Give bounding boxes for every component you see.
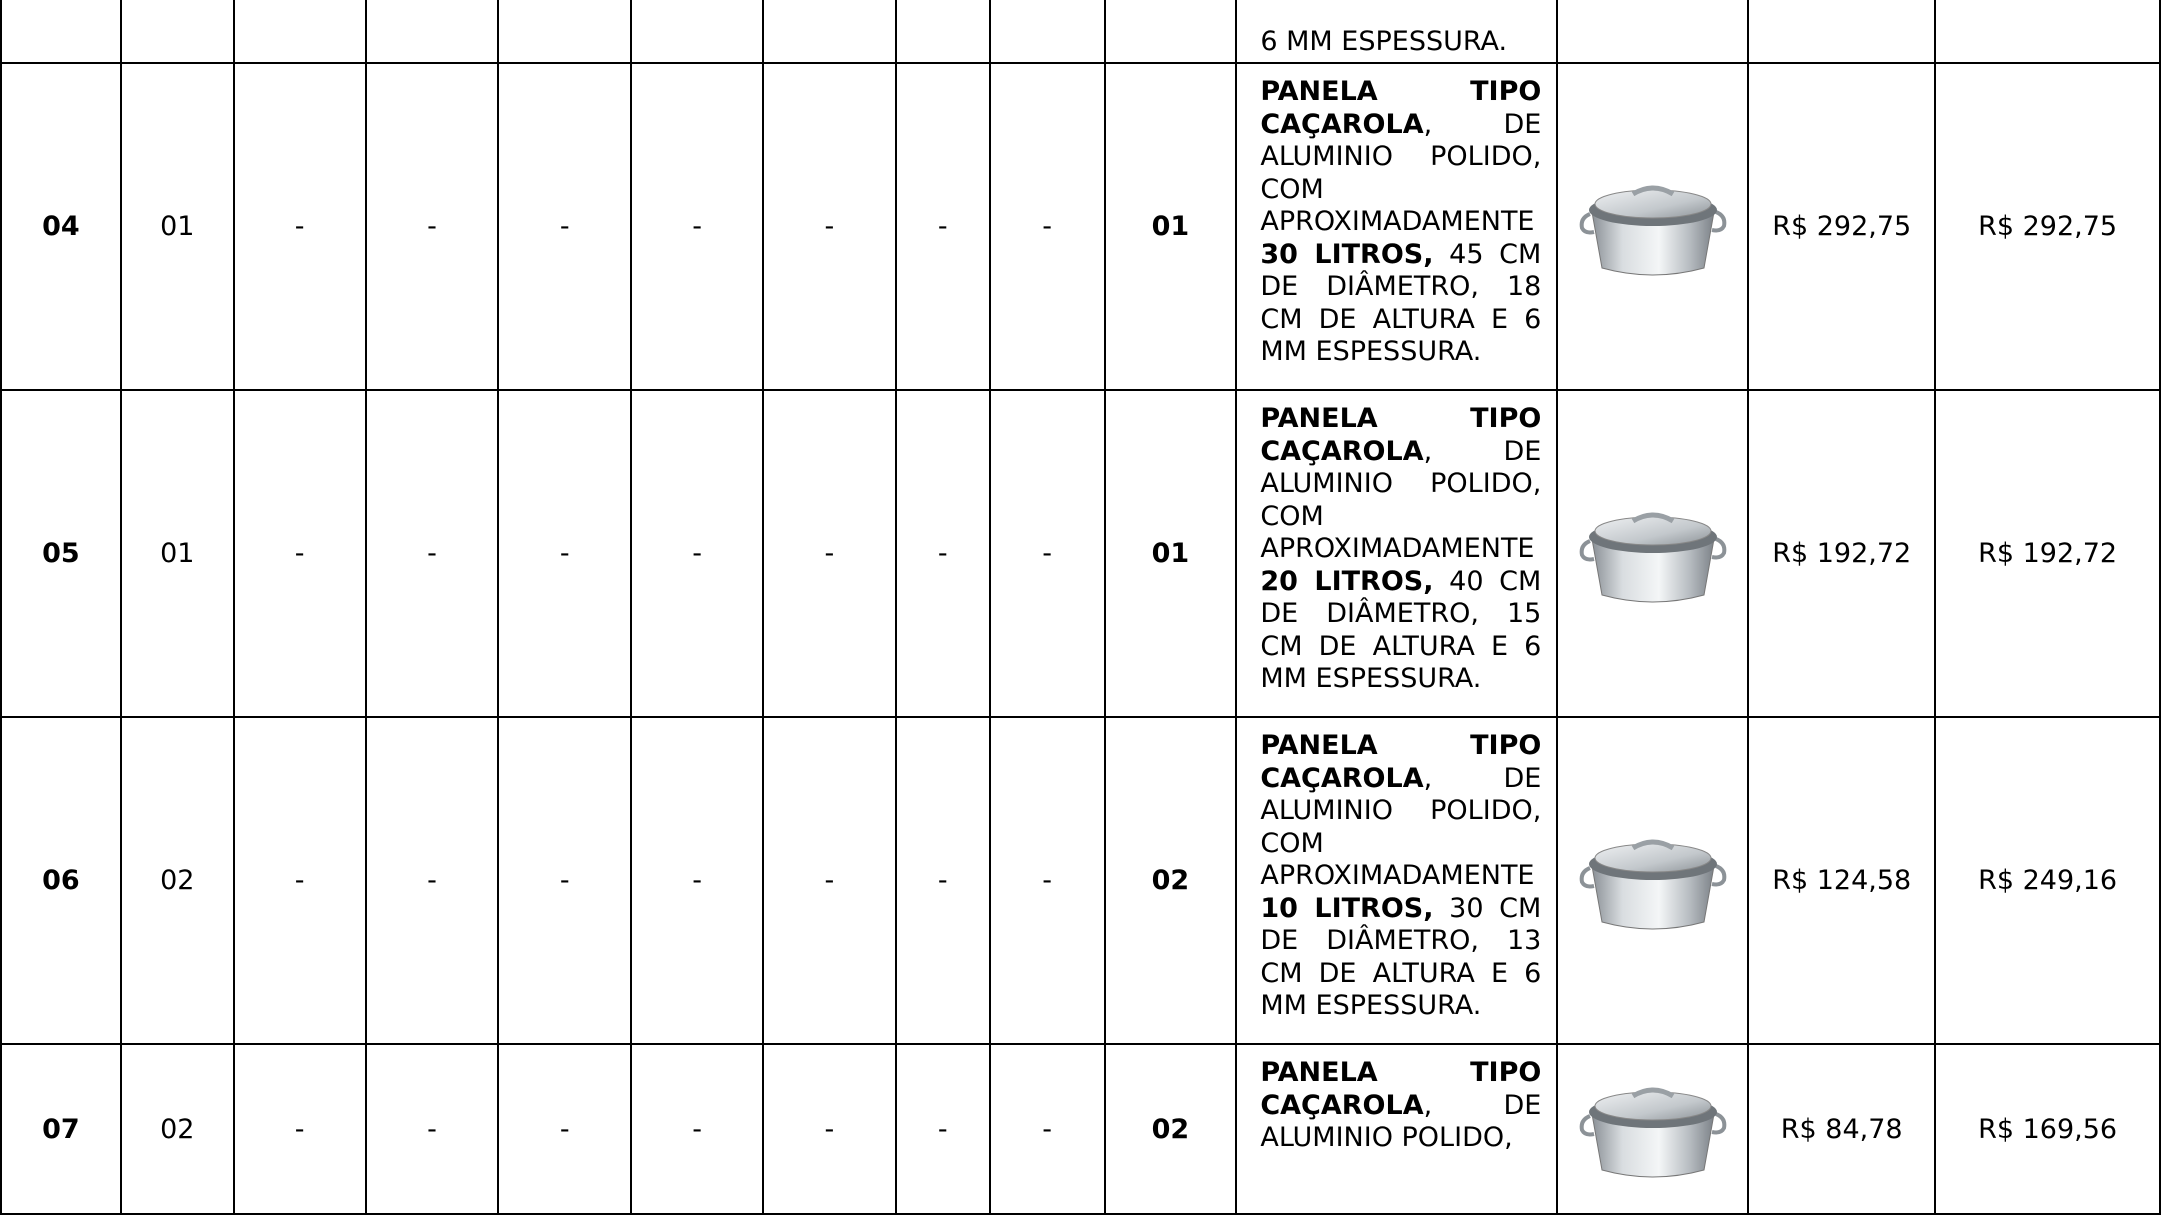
total-qty-cell: 01 xyxy=(1105,63,1237,390)
dist-cell: - xyxy=(990,1044,1105,1214)
qty-cell xyxy=(121,0,234,63)
pot-image xyxy=(1578,1074,1728,1184)
unit-price-cell: R$ 192,72 xyxy=(1748,390,1935,717)
dist-cell: - xyxy=(498,717,631,1044)
item-cell: 07 xyxy=(1,1044,121,1214)
qty-cell: 01 xyxy=(121,390,234,717)
unit-price-cell: R$ 84,78 xyxy=(1748,1044,1935,1214)
unit-price-cell: R$ 292,75 xyxy=(1748,63,1935,390)
description-cell xyxy=(1236,390,1557,717)
description-bold: PANELA TIPO CAÇAROLA xyxy=(1260,730,1542,794)
total-price-cell: R$ 249,16 xyxy=(1935,717,2160,1044)
dist-cell xyxy=(896,0,990,63)
item-cell: 05 xyxy=(1,390,121,717)
qty-cell: 02 xyxy=(121,1044,234,1214)
description-cell xyxy=(1236,717,1557,1044)
description-cell xyxy=(1236,0,1557,63)
item-cell: 06 xyxy=(1,717,121,1044)
image-cell xyxy=(1557,717,1748,1044)
total-price-cell: R$ 169,56 xyxy=(1935,1044,2160,1214)
item-cell xyxy=(1,0,121,63)
table-row xyxy=(1,390,2160,717)
image-cell xyxy=(1557,1044,1748,1214)
dist-cell: - xyxy=(896,63,990,390)
description-cell xyxy=(1236,63,1557,390)
dist-cell: - xyxy=(366,717,499,1044)
table-row xyxy=(1,63,2160,390)
image-cell xyxy=(1557,390,1748,717)
dist-cell: - xyxy=(631,390,763,717)
dist-cell: - xyxy=(990,390,1105,717)
total-qty-cell: 02 xyxy=(1105,1044,1237,1214)
dist-cell xyxy=(234,0,366,63)
dist-cell: - xyxy=(990,717,1105,1044)
table-row xyxy=(1,0,2160,63)
dist-cell xyxy=(631,0,763,63)
description-bold: 20 LITROS, xyxy=(1260,565,1434,597)
dist-cell: - xyxy=(234,717,366,1044)
dist-cell: - xyxy=(366,390,499,717)
dist-cell: - xyxy=(498,1044,631,1214)
qty-cell: 01 xyxy=(121,63,234,390)
description-bold: PANELA TIPO CAÇAROLA xyxy=(1260,403,1542,467)
dist-cell xyxy=(763,0,896,63)
description-text: 30 CM DE DIÂMETRO, 13 CM DE ALTURA E 6 MM ESPESSURA. xyxy=(1260,892,1542,1021)
description-bold: PANELA TIPO CAÇAROLA xyxy=(1260,1057,1542,1121)
dist-cell: - xyxy=(763,390,896,717)
dist-cell: - xyxy=(234,1044,366,1214)
table-row xyxy=(1,717,2160,1044)
item-cell: 04 xyxy=(1,63,121,390)
qty-cell: 02 xyxy=(121,717,234,1044)
dist-cell: - xyxy=(366,1044,499,1214)
dist-cell: - xyxy=(763,63,896,390)
dist-cell: - xyxy=(763,1044,896,1214)
total-price-cell: R$ 292,75 xyxy=(1935,63,2160,390)
dist-cell: - xyxy=(990,63,1105,390)
description-text: , DE ALUMINIO POLIDO, COM APROXIMADAMENTE xyxy=(1260,108,1542,237)
description-text: , DE ALUMINIO POLIDO, xyxy=(1260,1089,1542,1153)
description-text: , DE ALUMINIO POLIDO, COM APROXIMADAMENTE xyxy=(1260,435,1542,564)
description-text: 45 CM DE DIÂMETRO, 18 CM DE ALTURA E 6 MM ESPESSURA. xyxy=(1260,238,1542,367)
image-cell xyxy=(1557,63,1748,390)
description-bold: PANELA TIPO CAÇAROLA xyxy=(1260,76,1542,140)
dist-cell: - xyxy=(631,63,763,390)
image-cell xyxy=(1557,0,1748,63)
unit-price-cell xyxy=(1748,0,1935,63)
total-qty-cell: 02 xyxy=(1105,717,1237,1044)
dist-cell: - xyxy=(763,717,896,1044)
pot-image xyxy=(1578,499,1728,609)
description-bold: 10 LITROS, xyxy=(1260,892,1434,924)
total-qty-cell: 01 xyxy=(1105,390,1237,717)
total-price-cell: R$ 192,72 xyxy=(1935,390,2160,717)
description-text: 40 CM DE DIÂMETRO, 15 CM DE ALTURA E 6 MM ESPESSURA. xyxy=(1260,565,1542,694)
dist-cell xyxy=(498,0,631,63)
description-bold: 30 LITROS, xyxy=(1260,238,1434,270)
dist-cell: - xyxy=(498,390,631,717)
dist-cell: - xyxy=(234,63,366,390)
dist-cell: - xyxy=(896,717,990,1044)
total-qty-cell xyxy=(1105,0,1237,63)
dist-cell: - xyxy=(896,390,990,717)
dist-cell: - xyxy=(631,717,763,1044)
unit-price-cell: R$ 124,58 xyxy=(1748,717,1935,1044)
table-row xyxy=(1,1044,2160,1214)
dist-cell xyxy=(366,0,499,63)
description-text: , DE ALUMINIO POLIDO, COM APROXIMADAMENTE xyxy=(1260,762,1542,891)
pot-image xyxy=(1578,172,1728,282)
description-cell xyxy=(1236,1044,1557,1214)
dist-cell: - xyxy=(366,63,499,390)
description-text: 6 MM ESPESSURA. xyxy=(1260,25,1508,57)
dist-cell xyxy=(990,0,1105,63)
pot-image xyxy=(1578,826,1728,936)
dist-cell: - xyxy=(631,1044,763,1214)
dist-cell: - xyxy=(896,1044,990,1214)
dist-cell: - xyxy=(498,63,631,390)
dist-cell: - xyxy=(234,390,366,717)
total-price-cell xyxy=(1935,0,2160,63)
